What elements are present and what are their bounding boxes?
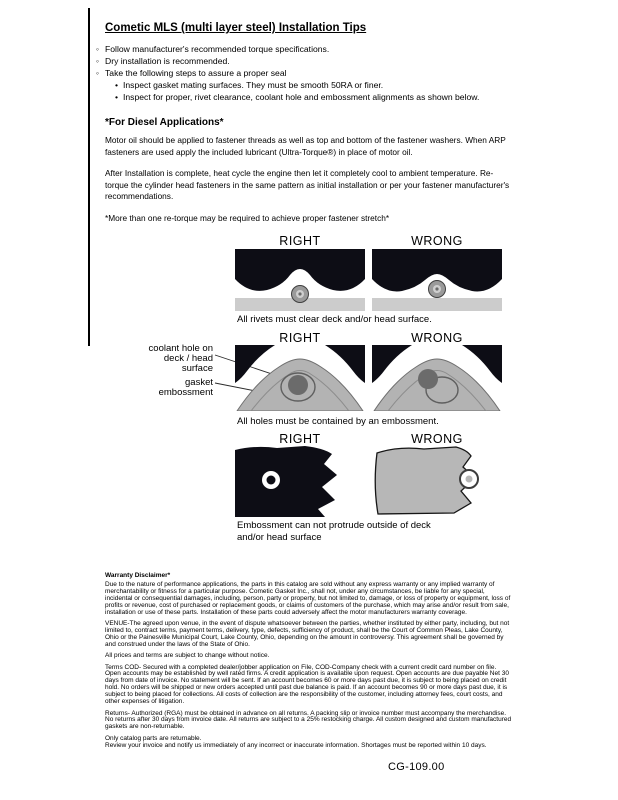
holes-caption: All holes must be contained by an embossment.: [237, 416, 439, 427]
embossment-caption: Embossment can not protrude outside of deck and/or head surface: [237, 520, 431, 543]
bullet-text: Dry installation is recommended.: [105, 56, 230, 66]
page-content: [96, 22, 512, 773]
bullet-text: Take the following steps to assure a proper seal: [105, 68, 287, 78]
wrong-label: WRONG: [411, 432, 463, 446]
sub-bullet-text: Inspect gasket mating surfaces. They must be smooth 50RA or finer.: [123, 80, 384, 90]
sub-bullet-item: [105, 91, 512, 103]
warranty-section: [105, 572, 512, 750]
diesel-applications-heading: *For Diesel Applications*: [105, 117, 224, 128]
wrong-label: WRONG: [411, 331, 463, 345]
diesel-paragraph: Motor oil should be applied to fastener threads as well as top and bottom of the fastener washers. When ARP fasteners are used apply the included lubricant (Ultra-Torque®) in place of motor oil.: [105, 135, 506, 157]
open-bullet-icon: ◦: [96, 56, 100, 66]
embossment-wrong-diagram: [372, 445, 502, 517]
warranty-paragraph: Due to the nature of performance applications, the parts in this catalog are sold without any express warranty or any implied warranty of merchantability or fitness for a particular purpose. Cometic Gasket Inc., shall not, under any circumstances, be liable for any special, incidental or consequential damages, including, person, party or property, but not limited to, damage, or loss of property or equipment, loss of profits or revenue, cost of purchased or replacement goods, or claims of customers of the purchase, which may arise and/or result from sale, installation or use of these parts. Installation of these parts could adversely affect the motor manufacturers warranty coverage.: [105, 581, 511, 616]
coolant-hole-label: coolant hole on deck / head surface: [148, 343, 213, 374]
bullet-item: [96, 55, 512, 67]
right-label: RIGHT: [279, 234, 321, 248]
warranty-paragraph: Review your invoice and notify us immediately of any incorrect or inaccurate information. Shortages must be reported within 10 days.: [105, 741, 487, 749]
right-label: RIGHT: [279, 432, 321, 446]
wrong-label: WRONG: [411, 234, 463, 248]
left-border-rule: [88, 8, 90, 346]
open-bullet-icon: ◦: [96, 68, 100, 78]
warranty-heading: Warranty Disclaimer*: [105, 572, 171, 579]
warranty-paragraph: VENUE-The agreed upon venue, in the event of dispute whatsoever between the parties, whether instituted by either party, including, but not limited to, contract terms, payment terms, delivery, type, defects, sufficiency of product, shall be the Court of Common Pleas, Lake County, Ohio or the Painesville Municipal Court, Lake County, Ohio, depending on the amount in controversy. This agreement shall be governed by and construed under the laws of the State of Ohio.: [105, 620, 510, 648]
open-bullet-icon: ◦: [96, 44, 100, 54]
right-label: RIGHT: [279, 331, 321, 345]
bullet-item: [96, 43, 512, 55]
warranty-paragraph: Only catalog parts are returnable.: [105, 734, 202, 742]
page-title: Cometic MLS (multi layer steel) Installation Tips: [105, 22, 367, 34]
filled-bullet-icon: •: [115, 80, 119, 90]
bullet-text: Follow manufacturer's recommended torque specifications.: [105, 44, 330, 54]
sub-bullet-text: Inspect for proper, rivet clearance, coolant hole and embossment alignments as shown below.: [123, 92, 480, 102]
rivet-clearance-wrong-diagram: [372, 249, 502, 311]
coolant-hole-wrong-diagram: [372, 345, 502, 411]
sub-bullet-item: [105, 79, 512, 91]
gasket-embossment-label: gasket embossment: [158, 377, 213, 398]
rivet-caption: All rivets must clear deck and/or head surface.: [237, 314, 432, 325]
bullet-item: [96, 67, 512, 79]
diesel-paragraph: After Installation is complete, heat cycle the engine then let it completely cool to ambient temperature. Re-torque the cylinder head fasteners in the same pattern as initial installation or per your fastener manufacturer's recommendations.: [105, 168, 510, 201]
warranty-paragraph: All prices and terms are subject to change without notice.: [105, 652, 270, 660]
coolant-hole-right-diagram: [235, 345, 365, 411]
installation-diagrams: [105, 232, 510, 544]
warranty-paragraph: Terms COD- Secured with a completed dealer/jobber application on File, COD-Company check with a current credit card number on file. Open accounts may be established by well rated firms. A credit application is available upon request. Open accounts are due payable Net 30 days from date of invoice. No statement will be sent. If an account becomes 60 or more days past due, it is subject to being placed on credit hold. No orders will be shipped or new orders accepted until past due balance is paid. If an account becomes 90 or more days past due, it is subject to being placed for collections. All costs of collection are the responsibility of the customer, including attorney fees, court costs, and other expenses of litigation.: [105, 663, 509, 706]
rivet-clearance-right-diagram: [235, 249, 365, 311]
embossment-right-diagram: [235, 445, 365, 517]
retorque-note: *More than one re-torque may be required to achieve proper fastener stretch*: [105, 212, 390, 223]
warranty-paragraph: Returns- Authorized (RGA) must be obtained in advance on all returns. A packing slip or invoice number must accompany the merchandise. No returns after 30 days from invoice date. All returns are subject to a 25% restocking charge. All custom designed and custom manufactured gaskets are non-returnable.: [105, 709, 512, 731]
filled-bullet-icon: •: [115, 92, 119, 102]
page-code: CG-109.00: [388, 760, 445, 773]
